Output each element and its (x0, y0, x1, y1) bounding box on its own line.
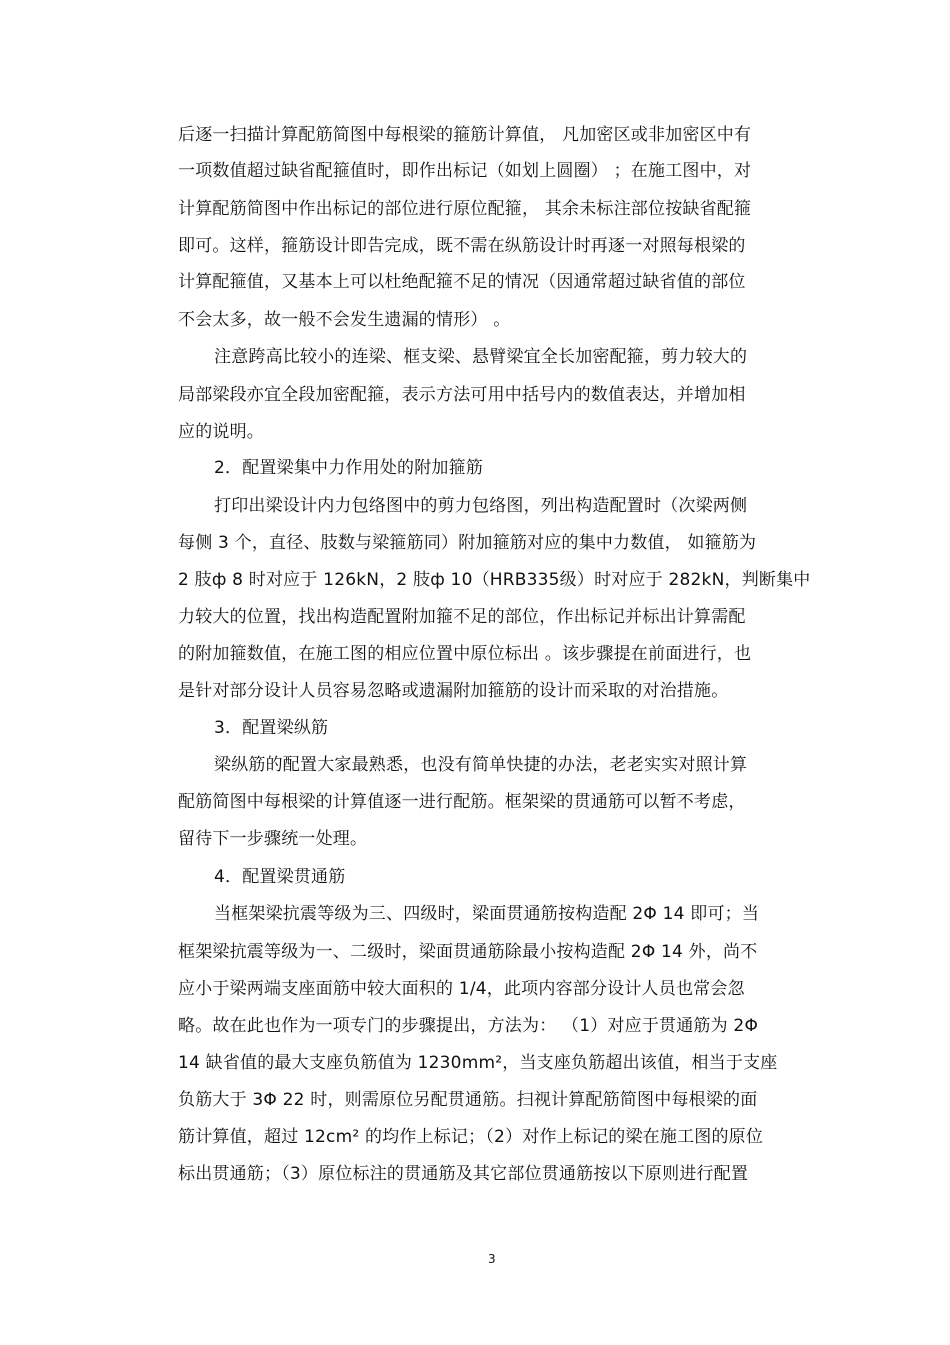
section-heading: 2．配置梁集中力作用处的附加箍筋 (214, 458, 484, 478)
text-line: 配筋简图中每根梁的计算值逐一进行配筋。框架梁的贯通筋可以暂不考虑， (178, 792, 746, 812)
text-line: 计算配箍值，又基本上可以杜绝配箍不足的情况（因通常超过缺省值的部位 (178, 272, 746, 292)
text-line: 留待下一步骤统一处理。 (178, 829, 368, 849)
text-line: 局部梁段亦宜全段加密配箍，表示方法可用中括号内的数值表达，并增加相 (178, 385, 746, 405)
text-line: 标出贯通筋；（3）原位标注的贯通筋及其它部位贯通筋按以下原则进行配置 (178, 1164, 749, 1184)
text-line: 每侧 3 个，直径、肢数与梁箍筋同）附加箍筋对应的集中力数值， 如箍筋为 (178, 533, 757, 553)
paragraph-first-line: 当框架梁抗震等级为三、四级时，梁面贯通筋按构造配 2Φ 14 即可；当 (214, 904, 760, 924)
paragraph-first-line: 梁纵筋的配置大家最熟悉，也没有简单快捷的办法，老老实实对照计算 (214, 755, 748, 775)
text-line: 略。故在此也作为一项专门的步骤提出，方法为： （1）对应于贯通筋为 2Φ (178, 1016, 759, 1036)
paragraph-first-line: 注意跨高比较小的连梁、框支梁、悬臂梁宜全长加密配箍，剪力较大的 (214, 347, 748, 367)
text-line: 应的说明。 (178, 422, 264, 442)
section-heading: 4．配置梁贯通筋 (214, 867, 346, 887)
text-line: 是针对部分设计人员容易忽略或遗漏附加箍筋的设计而采取的对治措施。 (178, 681, 729, 701)
text-line: 即可。这样，箍筋设计即告完成，既不需在纵筋设计时再逐一对照每根梁的 (178, 236, 746, 256)
text-line: 计算配筋简图中作出标记的部位进行原位配箍， 其余未标注部位按缺省配箍 (178, 199, 752, 219)
text-line: 14 缺省值的最大支座负筋值为 1230mm²，当支座负筋超出该值，相当于支座 (178, 1053, 778, 1073)
text-line: 的附加箍数值，在施工图的相应位置中原位标出 。该步骤提在前面进行，也 (178, 644, 752, 664)
text-line: 力较大的位置，找出构造配置附加箍不足的部位，作出标记并标出计算需配 (178, 607, 746, 627)
text-line: 一项数值超过缺省配箍值时，即作出标记（如划上圆圈） ；在施工图中，对 (178, 161, 752, 181)
paragraph-first-line: 打印出梁设计内力包络图中的剪力包络图，列出构造配置时（次梁两侧 (214, 496, 748, 516)
text-line: 2 肢ф 8 时对应于 126kN，2 肢ф 10（HRB335级）时对应于 282kN，判断集中 (178, 570, 811, 590)
section-heading: 3．配置梁纵筋 (214, 718, 329, 738)
page-number: 3 (488, 1252, 496, 1266)
text-line: 负筋大于 3Φ 22 时，则需原位另配贯通筋。扫视计算配筋简图中每根梁的面 (178, 1090, 758, 1110)
text-line: 后逐一扫描计算配筋简图中每根梁的箍筋计算值， 凡加密区或非加密区中有 (178, 125, 752, 145)
text-line: 框架梁抗震等级为一、二级时，梁面贯通筋除最小按构造配 2Φ 14 外，尚不 (178, 942, 758, 962)
text-line: 筋计算值，超过 12cm² 的均作上标记；（2）对作上标记的梁在施工图的原位 (178, 1127, 764, 1147)
text-line: 不会太多，故一般不会发生遗漏的情形） 。 (178, 310, 511, 330)
text-line: 应小于梁两端支座面筋中较大面积的 1/4，此项内容部分设计人员也常会忽 (178, 979, 745, 999)
